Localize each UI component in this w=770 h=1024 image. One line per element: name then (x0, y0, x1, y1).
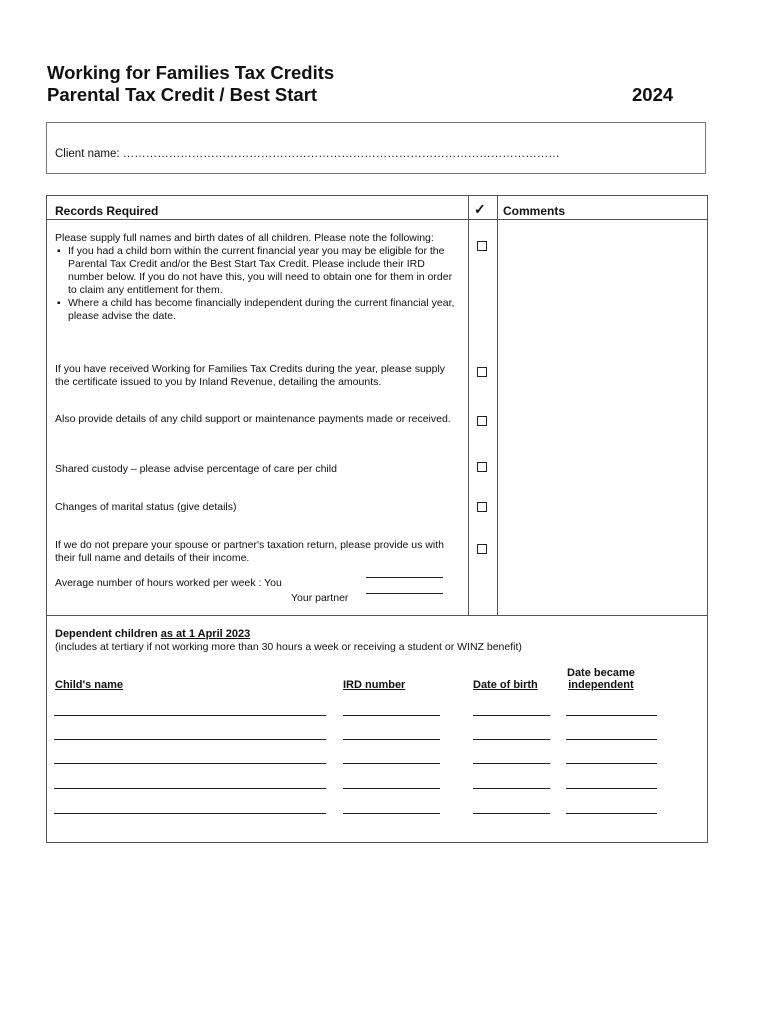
ird-number-field[interactable] (343, 714, 440, 716)
child-name-field[interactable] (54, 762, 326, 764)
date-of-birth-header: Date of birth (473, 679, 538, 691)
hours-partner-label: Your partner (291, 592, 349, 604)
checkbox-children[interactable] (477, 241, 487, 251)
record-item-wff-certificate: If you have received Working for Families Tax Credits during the year, please supply the certificate issued to you by Inland Revenue, detailing the amounts. (55, 363, 446, 388)
hours-partner-field[interactable] (366, 592, 443, 594)
checkbox-child-support[interactable] (477, 416, 487, 426)
header-divider (497, 219, 707, 220)
child-name-header: Child's name (55, 679, 124, 691)
child-name-field[interactable] (54, 812, 326, 814)
date-of-birth-field[interactable] (473, 787, 550, 789)
records-required-header: Records Required (55, 204, 159, 218)
dependent-children-section (46, 614, 708, 843)
dependent-title-prefix: Dependent children (55, 628, 161, 640)
title-line-2: Parental Tax Credit / Best Start (47, 84, 318, 105)
date-of-birth-field[interactable] (473, 762, 550, 764)
date-independent-line-1: Date became (567, 667, 635, 679)
dependent-children-title (55, 628, 250, 640)
column-divider (468, 196, 469, 615)
date-independent-field[interactable] (566, 762, 657, 764)
ird-number-field[interactable] (343, 762, 440, 764)
date-independent-field[interactable] (566, 812, 657, 814)
checkbox-shared-custody[interactable] (477, 462, 487, 472)
date-independent-field[interactable] (566, 714, 657, 716)
client-name-field[interactable]: Client name: …………………………………………………………………………………………………… (55, 148, 560, 160)
date-independent-field[interactable] (566, 738, 657, 740)
checkbox-wff-certificate[interactable] (477, 367, 487, 377)
checkbox-marital-status[interactable] (477, 502, 487, 512)
date-of-birth-field[interactable] (473, 738, 550, 740)
comments-header: Comments (503, 204, 566, 218)
title-line-1: Working for Families Tax Credits (47, 62, 335, 83)
records-table (46, 195, 708, 616)
record-item-children (55, 232, 460, 323)
page-title (47, 62, 334, 106)
record-item-bullets (55, 245, 460, 323)
child-name-field[interactable] (54, 738, 326, 740)
child-name-field[interactable] (54, 787, 326, 789)
date-independent-line-2: independent (568, 679, 634, 691)
form-year: 2024 (632, 84, 674, 105)
bullet-item: ▪ Where a child has become financially independent during the current financial year, please advise the date. (68, 297, 460, 323)
ird-number-header: IRD number (343, 679, 406, 691)
date-of-birth-field[interactable] (473, 714, 550, 716)
client-name-box (46, 122, 706, 174)
checkbox-partner-income[interactable] (477, 544, 487, 554)
header-divider (47, 219, 498, 220)
ird-number-field[interactable] (343, 812, 440, 814)
record-item-marital-status: Changes of marital status (give details) (55, 501, 237, 513)
column-divider (497, 196, 498, 615)
record-item-partner-income: If we do not prepare your spouse or partner's taxation return, please provide us with their full name and details of their income. (55, 539, 444, 564)
record-item-text: Please supply full names and birth dates of all children. Please note the following: (55, 232, 434, 244)
date-of-birth-field[interactable] (473, 812, 550, 814)
child-name-field[interactable] (54, 714, 326, 716)
hours-you-label: Average number of hours worked per week : You (55, 577, 282, 589)
ird-number-field[interactable] (343, 738, 440, 740)
tick-header: ✓ (474, 201, 486, 217)
date-independent-header (567, 667, 635, 691)
record-item-child-support: Also provide details of any child support or maintenance payments made or received. (55, 413, 451, 425)
dependent-title-date: as at 1 April 2023 (160, 628, 251, 640)
dependent-children-subtitle: (includes at tertiary if not working more than 30 hours a week or receiving a student or WINZ benefit) (55, 641, 522, 653)
ird-number-field[interactable] (343, 787, 440, 789)
hours-you-field[interactable] (366, 576, 443, 578)
bullet-item: ▪ If you had a child born within the current financial year you may be eligible for the Parental Tax Credit and/or the Best Start Tax Credit. Please include their IRD number below. If you do not have this, you will need to obtain one for them in order to claim any entitlement for them. (68, 245, 460, 297)
date-independent-field[interactable] (566, 787, 657, 789)
record-item-shared-custody: Shared custody – please advise percentage of care per child (55, 463, 337, 475)
